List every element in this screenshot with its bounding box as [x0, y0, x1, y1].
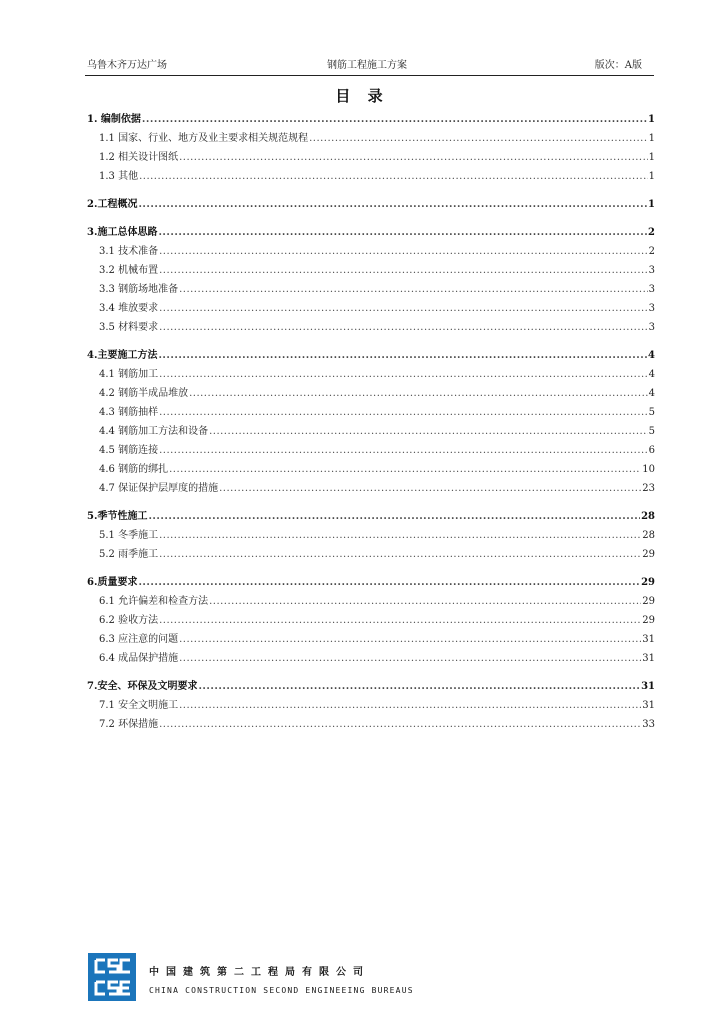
- toc-chapter-entry[interactable]: [87, 346, 655, 365]
- toc-section-entry[interactable]: [87, 592, 655, 611]
- toc-entry-page-number: 2: [648, 246, 655, 257]
- toc-entry-page-number: 1: [648, 199, 655, 210]
- toc-section-entry[interactable]: [87, 148, 655, 167]
- toc-section-entry[interactable]: [87, 479, 655, 498]
- toc-entry-page-number: 3: [648, 322, 655, 333]
- toc-dot-leader: [209, 422, 648, 441]
- toc-entry-page-number: 31: [642, 700, 655, 711]
- toc-dot-leader: [159, 441, 648, 460]
- toc-section-entry[interactable]: [87, 403, 655, 422]
- toc-entry-page-number: 5: [648, 407, 655, 418]
- toc-entry-page-number: 4: [648, 350, 655, 361]
- page-header: [87, 58, 654, 74]
- toc-dot-leader: [209, 592, 641, 611]
- toc-entry-label: 4.7 保证保护层厚度的措施: [99, 483, 219, 494]
- toc-dot-leader: [159, 242, 648, 261]
- toc-entry-page-number: 2: [648, 227, 655, 238]
- toc-dot-leader: [138, 573, 640, 592]
- page-footer: [88, 953, 414, 1003]
- toc-dot-leader: [159, 611, 641, 630]
- toc-entry-page-number: 6: [648, 445, 655, 456]
- toc-entry-label: 3.5 材料要求: [99, 322, 159, 333]
- toc-dot-leader: [219, 479, 641, 498]
- toc-entry-label: 5.季节性施工: [87, 511, 148, 522]
- toc-entry-page-number: 28: [642, 530, 655, 541]
- toc-entry-page-number: 31: [642, 653, 655, 664]
- toc-section-entry[interactable]: [87, 384, 655, 403]
- toc-entry-page-number: 1: [648, 114, 655, 125]
- toc-entry-label: 2.工程概况: [87, 199, 138, 210]
- toc-entry-label: 3.2 机械布置: [99, 265, 159, 276]
- toc-section-entry[interactable]: [87, 280, 655, 299]
- toc-entry-label: 4.主要施工方法: [87, 350, 158, 361]
- toc-section-entry[interactable]: [87, 715, 655, 734]
- toc-section-entry[interactable]: [87, 318, 655, 337]
- company-logo: [88, 953, 136, 1001]
- toc-entry-page-number: 4: [648, 388, 655, 399]
- toc-chapter-entry[interactable]: [87, 573, 655, 592]
- toc-entry-page-number: 33: [642, 719, 655, 730]
- toc-dot-leader: [159, 318, 648, 337]
- toc-title: 目 录: [335, 87, 389, 105]
- toc-dot-leader: [179, 696, 641, 715]
- toc-dot-leader: [159, 299, 648, 318]
- toc-entry-label: 6.1 允许偏差和检查方法: [99, 596, 209, 607]
- toc-entry-page-number: 23: [642, 483, 655, 494]
- company-name-english: CHINA CONSTRUCTION SECOND ENGINEEING BUREAUS: [149, 986, 414, 995]
- toc-entry-page-number: 29: [641, 577, 655, 588]
- table-of-contents: [87, 110, 655, 734]
- toc-chapter-entry[interactable]: [87, 507, 655, 526]
- toc-section-entry[interactable]: [87, 460, 655, 479]
- toc-section-entry[interactable]: [87, 422, 655, 441]
- toc-section-entry[interactable]: [87, 545, 655, 564]
- toc-section-entry[interactable]: [87, 365, 655, 384]
- toc-dot-leader: [159, 261, 648, 280]
- toc-entry-label: 3.4 堆放要求: [99, 303, 159, 314]
- toc-dot-leader: [159, 545, 641, 564]
- toc-entry-label: 6.3 应注意的问题: [99, 634, 179, 645]
- toc-entry-page-number: 1: [648, 133, 655, 144]
- toc-dot-leader: [148, 507, 640, 526]
- toc-entry-page-number: 4: [648, 369, 655, 380]
- toc-section-entry[interactable]: [87, 649, 655, 668]
- toc-chapter-entry[interactable]: [87, 677, 655, 696]
- toc-entry-label: 6.4 成品保护措施: [99, 653, 179, 664]
- toc-entry-page-number: 29: [642, 596, 655, 607]
- toc-dot-leader: [159, 715, 641, 734]
- toc-section-entry[interactable]: [87, 242, 655, 261]
- toc-section-entry[interactable]: [87, 167, 655, 186]
- toc-entry-label: 7.1 安全文明施工: [99, 700, 179, 711]
- toc-entry-page-number: 10: [642, 464, 655, 475]
- toc-entry-label: 3.施工总体思路: [87, 227, 158, 238]
- toc-entry-page-number: 29: [642, 549, 655, 560]
- toc-entry-label: 1. 编制依据: [87, 114, 141, 125]
- toc-entry-page-number: 3: [648, 265, 655, 276]
- toc-dot-leader: [179, 649, 641, 668]
- header-divider: [85, 75, 654, 76]
- header-project-name: 乌鲁木齐万达广场: [87, 60, 167, 71]
- toc-entry-label: 1.2 相关设计图纸: [99, 152, 179, 163]
- toc-dot-leader: [142, 110, 647, 129]
- toc-section-entry[interactable]: [87, 441, 655, 460]
- toc-entry-page-number: 31: [642, 634, 655, 645]
- toc-entry-label: 4.1 钢筋加工: [99, 369, 159, 380]
- toc-dot-leader: [159, 365, 648, 384]
- toc-dot-leader: [159, 526, 641, 545]
- toc-entry-label: 4.5 钢筋连接: [99, 445, 159, 456]
- toc-dot-leader: [158, 346, 647, 365]
- toc-dot-leader: [189, 384, 648, 403]
- toc-dot-leader: [138, 195, 647, 214]
- toc-chapter-entry[interactable]: [87, 195, 655, 214]
- toc-dot-leader: [179, 630, 641, 649]
- toc-dot-leader: [179, 148, 648, 167]
- toc-entry-label: 1.1 国家、行业、地方及业主要求相关规范规程: [99, 133, 309, 144]
- toc-entry-label: 6.质量要求: [87, 577, 138, 588]
- toc-section-entry[interactable]: [87, 611, 655, 630]
- toc-entry-page-number: 5: [648, 426, 655, 437]
- toc-entry-page-number: 1: [648, 171, 655, 182]
- toc-dot-leader: [198, 677, 640, 696]
- toc-section-entry[interactable]: [87, 526, 655, 545]
- toc-dot-leader: [309, 129, 648, 148]
- toc-dot-leader: [158, 223, 647, 242]
- toc-section-entry[interactable]: [87, 261, 655, 280]
- toc-section-entry[interactable]: [87, 630, 655, 649]
- toc-entry-label: 4.3 钢筋抽样: [99, 407, 159, 418]
- toc-chapter-entry[interactable]: [87, 110, 655, 129]
- toc-dot-leader: [179, 280, 648, 299]
- toc-dot-leader: [159, 403, 648, 422]
- toc-section-entry[interactable]: [87, 129, 655, 148]
- toc-entry-page-number: 31: [641, 681, 655, 692]
- toc-entry-label: 5.2 雨季施工: [99, 549, 159, 560]
- toc-entry-label: 6.2 验收方法: [99, 615, 159, 626]
- toc-entry-page-number: 1: [648, 152, 655, 163]
- toc-entry-page-number: 3: [648, 284, 655, 295]
- toc-dot-leader: [139, 167, 648, 186]
- toc-section-entry[interactable]: [87, 696, 655, 715]
- header-version: 版次：A版: [594, 60, 642, 71]
- toc-entry-label: 7.2 环保措施: [99, 719, 159, 730]
- company-name-chinese: 中国建筑第二工程局有限公司: [149, 967, 370, 978]
- toc-entry-label: 1.3 其他: [99, 171, 139, 182]
- toc-entry-label: 3.3 钢筋场地准备: [99, 284, 179, 295]
- toc-entry-label: 3.1 技术准备: [99, 246, 159, 257]
- toc-entry-label: 4.6 钢筋的绑扎: [99, 464, 169, 475]
- toc-entry-page-number: 28: [641, 511, 655, 522]
- toc-chapter-entry[interactable]: [87, 223, 655, 242]
- toc-entry-label: 4.2 钢筋半成品堆放: [99, 388, 189, 399]
- header-document-title: 钢筋工程施工方案: [327, 60, 407, 71]
- toc-entry-page-number: 29: [642, 615, 655, 626]
- toc-entry-label: 4.4 钢筋加工方法和设备: [99, 426, 209, 437]
- toc-dot-leader: [169, 460, 641, 479]
- toc-entry-label: 7.安全、环保及文明要求: [87, 681, 198, 692]
- toc-entry-label: 5.1 冬季施工: [99, 530, 159, 541]
- toc-section-entry[interactable]: [87, 299, 655, 318]
- toc-entry-page-number: 3: [648, 303, 655, 314]
